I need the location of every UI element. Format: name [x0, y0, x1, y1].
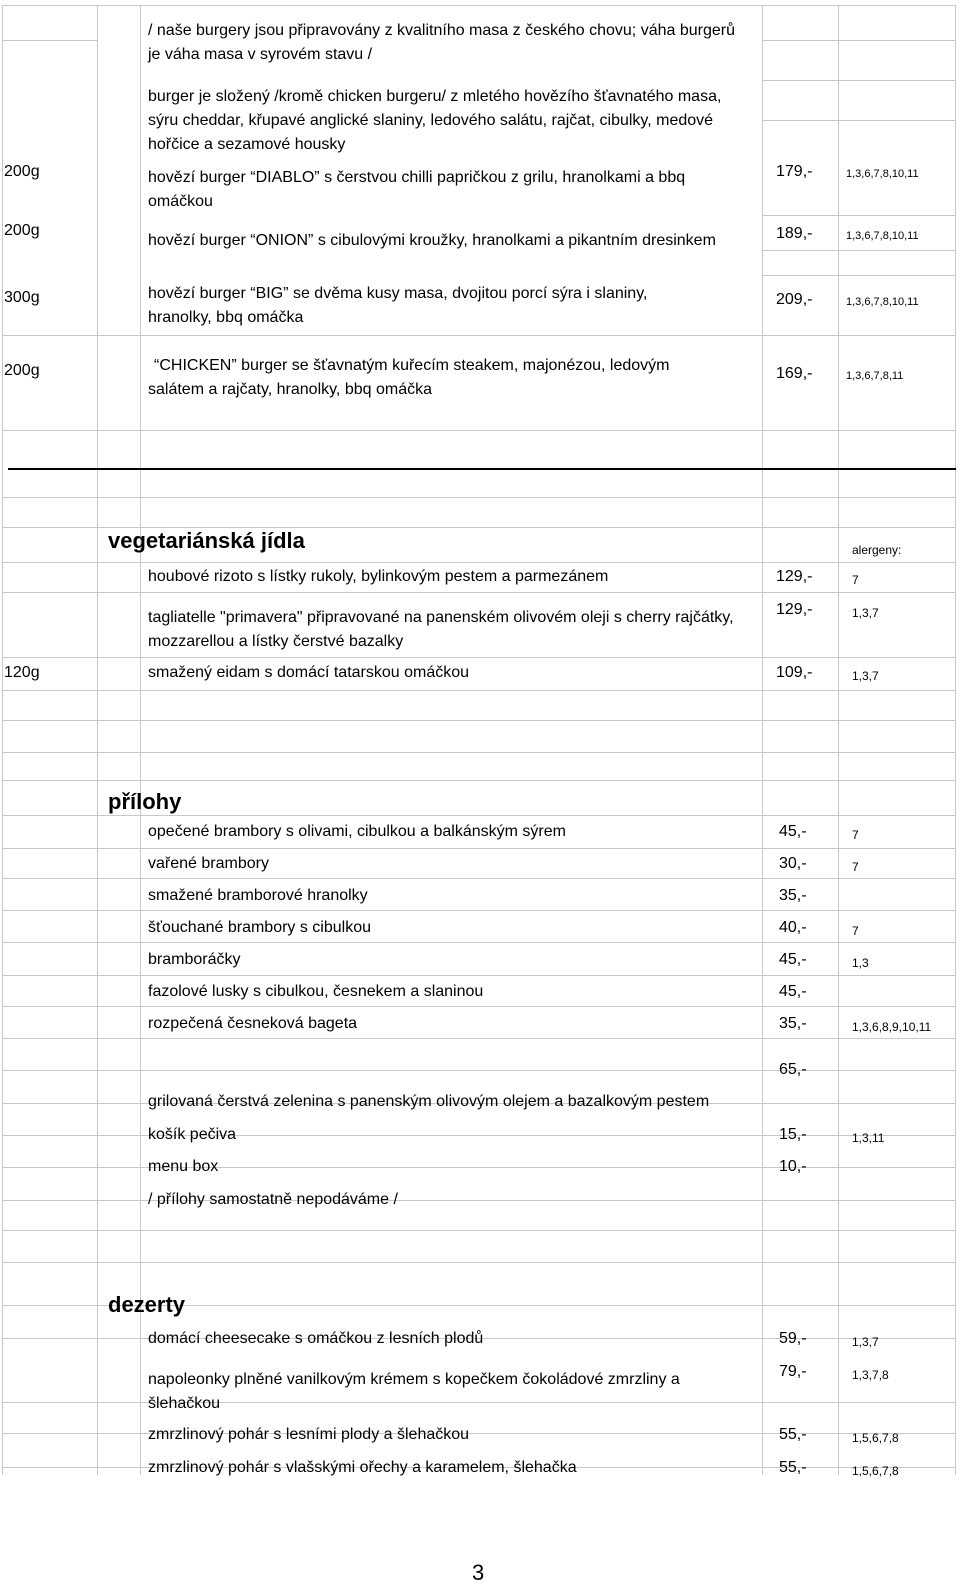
grid-line: [2, 690, 956, 691]
grid-line: [2, 5, 956, 6]
grid-line: [97, 5, 98, 1475]
side-item-price: 40,-: [779, 919, 807, 936]
vegetarian-item-weight: 120g: [4, 664, 40, 681]
side-item-name: vařené brambory: [148, 855, 269, 872]
dessert-item-allergens: 1,3,7: [852, 1335, 879, 1349]
vegetarian-item-name: houbové rizoto s lístky rukoly, bylinkovým pestem a parmezánem: [148, 568, 609, 585]
grid-line: [2, 848, 956, 849]
dessert-item-price: 79,-: [779, 1363, 807, 1380]
side-item-price: 35,-: [779, 887, 807, 904]
side-item-allergens: 7: [852, 860, 859, 874]
grid-line: [2, 752, 956, 753]
grid-line: [762, 250, 956, 251]
burger-intro-weight: / naše burgery jsou připravovány z kvalitního masa z českého chovu; váha burgerů je váha masa v syrovém stavu /: [148, 22, 735, 63]
side-item-name: rozpečená česneková bageta: [148, 1015, 358, 1032]
dessert-item-allergens: 1,5,6,7,8: [852, 1464, 899, 1478]
burger-intro-composition: burger je složený /kromě chicken burgeru/ z mletého hovězího šťavnatého masa, sýru cheddar, křupavé anglické slaniny, ledového salátu, rajčat, cibulky, medové hořčice a sezamové housky: [148, 88, 722, 153]
burger-weight: 200g: [4, 222, 40, 239]
burger-price: 179,-: [776, 163, 813, 180]
dessert-item-price: 59,-: [779, 1330, 807, 1347]
grid-line: [2, 720, 956, 721]
side-item-name: fazolové lusky s cibulkou, česnekem a slaninou: [148, 983, 484, 1000]
grid-line: [762, 40, 956, 41]
side-item-allergens: 7: [852, 828, 859, 842]
grid-line: [762, 215, 956, 216]
dessert-item-name: domácí cheesecake s omáčkou z lesních plodů: [148, 1330, 484, 1347]
vegetarian-item-price: 109,-: [776, 664, 813, 681]
side-item-price: 65,-: [779, 1061, 807, 1078]
side-item-name: bramboráčky: [148, 951, 241, 968]
dessert-item-allergens: 1,5,6,7,8: [852, 1431, 899, 1445]
dessert-item-name: zmrzlinový pohár s lesními plody a šlehačkou: [148, 1426, 470, 1443]
grid-line: [2, 1006, 956, 1007]
side-item-price: 45,-: [779, 823, 807, 840]
burger-price: 209,-: [776, 291, 813, 308]
burger-allergens: 1,3,6,7,8,10,11: [846, 168, 919, 180]
grid-line: [2, 975, 956, 976]
burger-allergens: 1,3,6,7,8,11: [846, 370, 904, 382]
side-item-price: 30,-: [779, 855, 807, 872]
grid-line: [2, 942, 956, 943]
burger-name: hovězí burger “BIG” se dvěma kusy masa, dvojitou porcí sýra i slaniny, hranolky, bbq omáčka: [148, 285, 648, 326]
vegetarian-item-price: 129,-: [776, 568, 813, 585]
side-item-allergens: 1,3,11: [852, 1131, 885, 1145]
grid-line: [2, 562, 956, 563]
grid-line: [2, 878, 956, 879]
burger-name: hovězí burger “ONION” s cibulovými kroužky, hranolkami a pikantním dresinkem: [148, 232, 716, 249]
burger-weight: 200g: [4, 163, 40, 180]
grid-line: [2, 40, 97, 41]
vegetarian-item-name: smažený eidam s domácí tatarskou omáčkou: [148, 664, 470, 681]
vegetarian-item-name: tagliatelle "primavera" připravované na panenském olivovém oleji s cherry rajčátky, mozzarellou a lístky čerstvé bazalky: [148, 609, 734, 650]
burger-name: hovězí burger “DIABLO” s čerstvou chilli papričkou z grilu, hranolkami a bbq omáčkou: [148, 169, 686, 210]
side-item-name: šťouchané brambory s cibulkou: [148, 919, 372, 936]
burger-name: “CHICKEN” burger se šťavnatým kuřecím steakem, majonézou, ledovým salátem a rajčaty, hranolky, bbq omáčka: [148, 357, 670, 398]
dessert-item-name: napoleonky plněné vanilkovým krémem s kopečkem čokoládové zmrzliny a šlehačkou: [148, 1371, 680, 1412]
side-item-name: opečené brambory s olivami, cibulkou a balkánským sýrem: [148, 823, 566, 840]
grid-line: [2, 1200, 956, 1201]
dessert-item-allergens: 1,3,7,8: [852, 1368, 889, 1382]
grid-line: [2, 1135, 956, 1136]
side-item-allergens: 1,3: [852, 956, 869, 970]
grid-line: [2, 1070, 956, 1071]
vegetarian-item-allergens: 1,3,7: [852, 606, 879, 620]
grid-line: [2, 910, 956, 911]
vegetarian-item-price: 129,-: [776, 601, 813, 618]
side-item-name: smažené bramborové hranolky: [148, 887, 368, 904]
side-item-name: menu box: [148, 1158, 219, 1175]
vegetarian-item-allergens: 1,3,7: [852, 669, 879, 683]
side-item-price: 10,-: [779, 1158, 807, 1175]
grid-line: [2, 497, 956, 498]
burger-allergens: 1,3,6,7,8,10,11: [846, 230, 919, 242]
side-item-name: grilovaná čerstvá zelenina s panenským olivovým olejem a bazalkovým pestem: [148, 1093, 710, 1110]
grid-line: [2, 592, 956, 593]
grid-line: [140, 5, 141, 1475]
grid-line: [762, 120, 956, 121]
side-item-allergens: 1,3,6,8,9,10,11: [852, 1020, 932, 1034]
vegetarian-title: vegetariánská jídla: [108, 528, 305, 553]
grid-line: [2, 1262, 956, 1263]
grid-line: [762, 275, 956, 276]
grid-line: [2, 780, 956, 781]
allergens-header: alergeny:: [852, 543, 902, 557]
burger-weight: 200g: [4, 362, 40, 379]
side-item-price: 45,-: [779, 983, 807, 1000]
side-item-allergens: 7: [852, 924, 859, 938]
grid-line: [2, 1230, 956, 1231]
desserts-title: dezerty: [108, 1292, 186, 1317]
grid-line: [2, 657, 956, 658]
side-item-price: 45,-: [779, 951, 807, 968]
side-item-price: 35,-: [779, 1015, 807, 1032]
dessert-item-price: 55,-: [779, 1459, 807, 1476]
grid-line: [762, 5, 763, 1475]
grid-line: [2, 335, 956, 336]
dessert-item-price: 55,-: [779, 1426, 807, 1443]
grid-line: [2, 1167, 956, 1168]
side-item-price: 15,-: [779, 1126, 807, 1143]
sides-title: přílohy: [108, 789, 182, 814]
vegetarian-item-allergens: 7: [852, 573, 859, 587]
side-item-name: košík pečiva: [148, 1126, 237, 1143]
grid-line: [762, 80, 956, 81]
burger-allergens: 1,3,6,7,8,10,11: [846, 296, 919, 308]
dessert-item-name: zmrzlinový pohár s vlašskými ořechy a karamelem, šlehačka: [148, 1459, 577, 1476]
burger-price: 169,-: [776, 365, 813, 382]
page-number: 3: [472, 1560, 485, 1585]
burger-weight: 300g: [4, 289, 40, 306]
section-divider: [8, 468, 956, 470]
grid-line: [2, 1038, 956, 1039]
grid-line: [838, 5, 839, 1475]
grid-line: [955, 5, 956, 1475]
grid-line: [2, 5, 3, 1475]
sides-note: / přílohy samostatně nepodáváme /: [148, 1191, 398, 1208]
grid-line: [2, 1433, 956, 1434]
burger-price: 189,-: [776, 225, 813, 242]
grid-line: [2, 430, 956, 431]
